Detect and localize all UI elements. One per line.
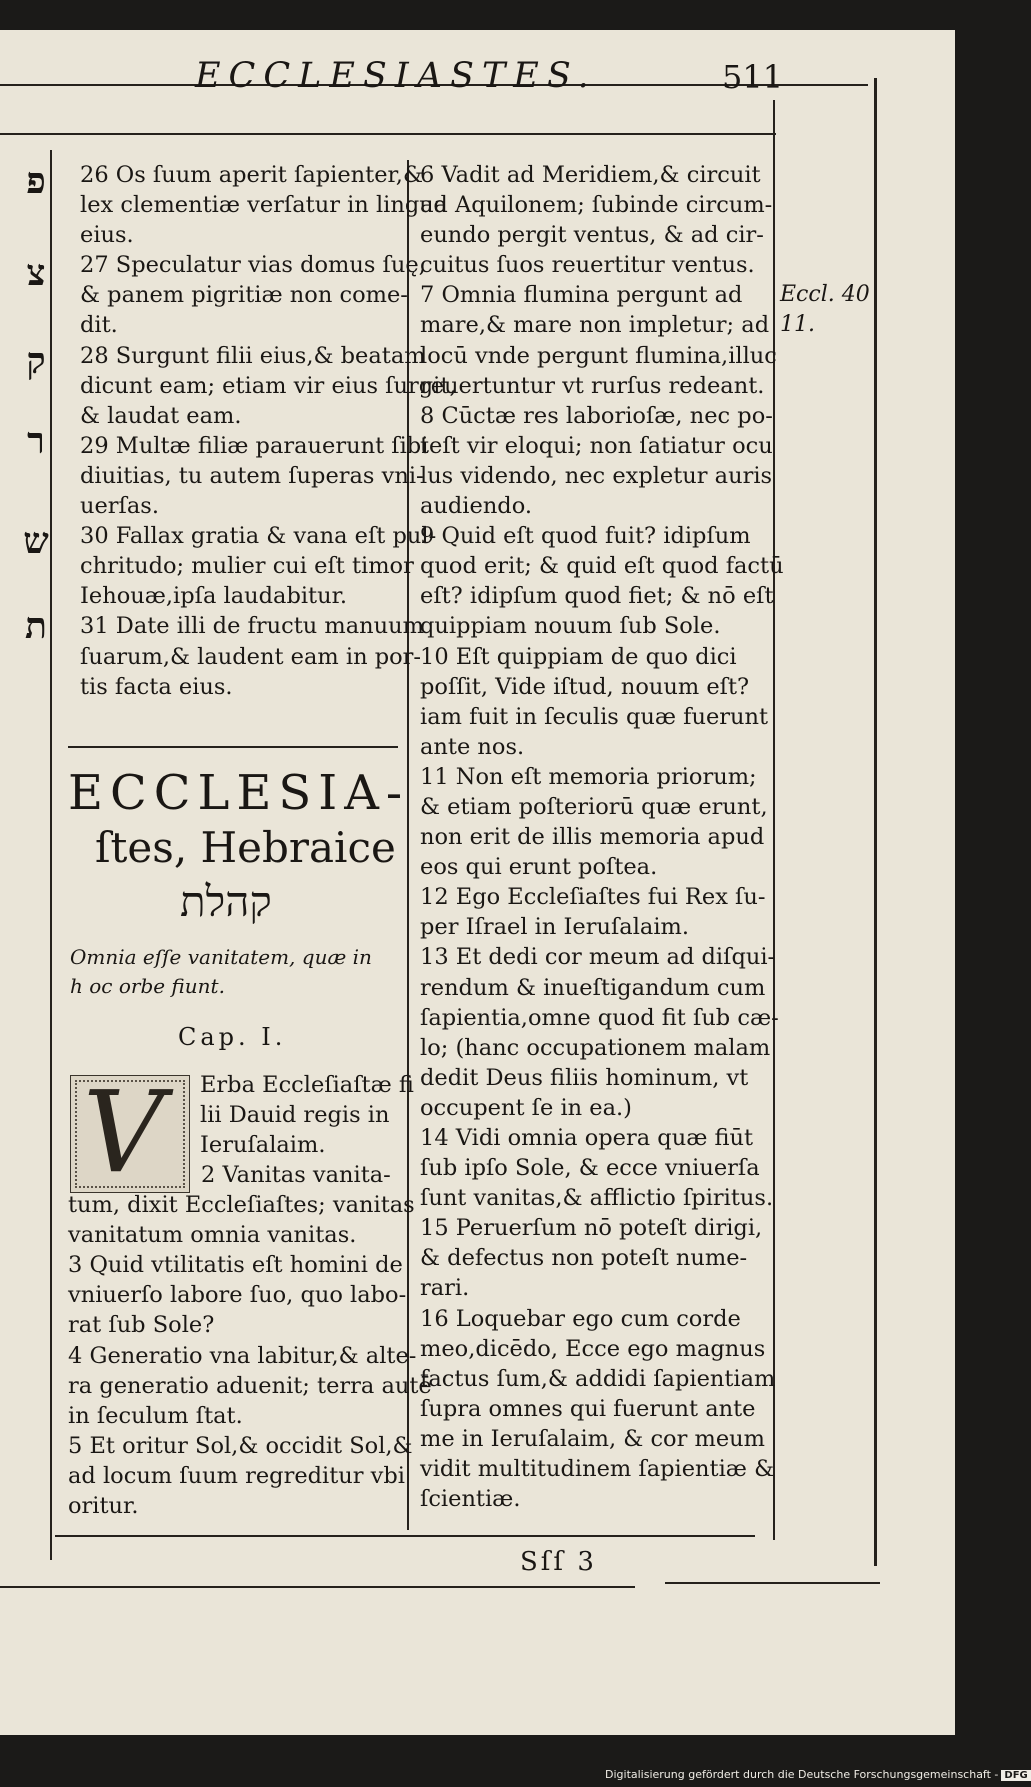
text-line: chritudo; mulier cui eſt timor xyxy=(80,553,414,580)
text-line: Erba Eccleſiaſtæ fi xyxy=(200,1072,414,1098)
text-line: Iehouæ,ipſa laudabitur. xyxy=(80,583,348,610)
text-line: Ieruſalaim. xyxy=(200,1132,326,1159)
text-line: eundo pergit ventus, & ad cir- xyxy=(420,222,764,249)
chapter-heading: Cap. I. xyxy=(178,1023,287,1051)
text-line: ſcientiæ. xyxy=(420,1486,521,1513)
text-line: dicunt eam; etiam vir eius ſurgit, xyxy=(80,372,457,399)
text-line: vidit multitudinem ſapientiæ & xyxy=(420,1456,775,1483)
text-line: teſt vir eloqui; non ſatiatur ocu xyxy=(420,432,773,459)
text-line: ante nos. xyxy=(420,733,525,760)
header-rule xyxy=(0,133,776,135)
text-line: in ſeculum ſtat. xyxy=(68,1402,243,1429)
hebrew-margin-letter: ק xyxy=(26,340,46,382)
text-line: lii Dauid regis in xyxy=(200,1102,390,1129)
text-line: ſupra omnes qui fuerunt ante xyxy=(420,1395,756,1422)
text-line: 31 Date illi de fructu manuum xyxy=(80,613,424,640)
text-line: & defectus non poteſt nume- xyxy=(420,1245,748,1272)
text-line: 11 Non eſt memoria priorum; xyxy=(420,763,757,790)
text-line: 2 Vanitas vanita- xyxy=(201,1162,391,1188)
text-line: uerſas. xyxy=(80,493,160,520)
right-column xyxy=(420,160,784,1514)
left-column-bottom xyxy=(68,1160,432,1521)
margin-note-verse: 11. xyxy=(780,312,815,337)
text-line: audiendo. xyxy=(420,493,533,520)
text-line: 15 Peruerſum nō poteſt dirigi, xyxy=(420,1215,763,1242)
right-border xyxy=(874,78,877,1566)
text-line: reuertuntur vt rurſus redeant. xyxy=(420,372,765,399)
text-line: 26 Os ſuum aperit ſapienter,& xyxy=(80,162,423,188)
drop-cap-text xyxy=(200,1070,414,1160)
running-title: ECCLESIASTES. xyxy=(195,56,597,96)
text-line: 3 Quid vtilitatis eſt homini de xyxy=(68,1252,403,1279)
page-number: 511 xyxy=(722,58,784,96)
text-line: 28 Surgunt filii eius,& beatam xyxy=(80,342,426,369)
text-line: lex clementiæ verſatur in lingua xyxy=(80,192,448,219)
text-line: 12 Ego Eccleſiaſtes fui Rex ſu- xyxy=(420,884,766,911)
text-line: ſuarum,& laudent eam in por- xyxy=(80,643,422,670)
text-line: ad Aquilonem; ſubinde circum- xyxy=(420,192,773,219)
text-line: vniuerſo labore ſuo, quo labo- xyxy=(68,1282,407,1309)
text-line: dedit Deus filiis hominum, vt xyxy=(420,1064,749,1091)
text-line: cuitus ſuos reuertitur ventus. xyxy=(420,252,755,279)
text-line: 6 Vadit ad Meridiem,& circuit xyxy=(420,162,761,188)
text-line: poſſit, Vide iſtud, nouum eſt? xyxy=(420,673,750,700)
bottom-rule-left xyxy=(0,1586,635,1588)
text-line: ad locum ſuum regreditur vbi xyxy=(68,1462,405,1489)
hebrew-book-title: קהלת xyxy=(180,877,272,926)
text-line: 29 Multæ filiæ parauerunt ſibi xyxy=(80,432,429,459)
text-line: 9 Quid eſt quod fuit? idipſum xyxy=(420,523,751,550)
title-rule xyxy=(68,746,398,748)
text-line: ſapientia,omne quod fit ſub cæ- xyxy=(420,1004,779,1031)
hebrew-margin-letter: ש xyxy=(23,520,49,562)
text-line: mare,& mare non impletur; ad xyxy=(420,312,770,339)
text-line: ra generatio aduenit; terra autē xyxy=(68,1372,432,1399)
text-line: rendum & inueſtigandum cum xyxy=(420,974,766,1001)
text-line: per Iſrael in Ieruſalaim. xyxy=(420,914,690,941)
text-line: tum, dixit Eccleſiaſtes; vanitas xyxy=(68,1192,415,1219)
hebrew-margin-letter: צ xyxy=(26,252,46,294)
text-line: quod erit; & quid eſt quod factū xyxy=(420,553,784,580)
text-line: 10 Eſt quippiam de quo dici xyxy=(420,643,737,670)
text-line: rari. xyxy=(420,1275,470,1302)
text-line: oritur. xyxy=(68,1493,139,1520)
book-title-line1: ECCLESIA- xyxy=(68,765,410,821)
text-line: lo; (hanc occupationem malam xyxy=(420,1034,771,1061)
text-line: eſt? idipſum quod fiet; & nō eſt xyxy=(420,583,774,610)
text-line: 14 Vidi omnia opera quæ fiūt xyxy=(420,1125,754,1151)
hebrew-margin-letter: ת xyxy=(25,605,47,647)
text-line: 8 Cūctæ res laborioſæ, nec po- xyxy=(420,402,773,429)
text-line: me in Ieruſalaim, & cor meum xyxy=(420,1425,765,1452)
text-line: 13 Et dedi cor meum ad diſqui- xyxy=(420,944,776,971)
text-line: iam fuit in ſeculis quæ fuerunt xyxy=(420,703,769,730)
text-line: 16 Loquebar ego cum corde xyxy=(420,1305,741,1332)
text-line: rat ſub Sole? xyxy=(68,1312,215,1339)
margin-note xyxy=(780,280,870,340)
hebrew-margin-letter: ר xyxy=(27,420,45,462)
text-line: ſub ipſo Sole, & ecce vniuerſa xyxy=(420,1155,760,1182)
text-line: vanitatum omnia vanitas. xyxy=(68,1222,357,1249)
text-line: & laudat eam. xyxy=(80,402,242,429)
footer-text: Digitalisierung gefördert durch die Deutsche Forschungsgemeinschaft - xyxy=(605,1768,999,1781)
left-column-top xyxy=(80,160,457,702)
text-line: meo,dicēdo, Ecce ego magnus xyxy=(420,1335,766,1362)
drop-cap-letter: V xyxy=(83,1068,164,1198)
text-line: 7 Omnia flumina pergunt ad xyxy=(420,282,743,309)
hebrew-margin-letter: פ xyxy=(26,160,46,202)
text-line: ſunt vanitas,& afflictio ſpiritus. xyxy=(420,1185,774,1212)
summary-line: Omnia eſſe vanitatem, quæ in xyxy=(70,945,372,969)
text-line: eos qui erunt poſtea. xyxy=(420,854,658,881)
bottom-rule-right xyxy=(665,1582,880,1584)
text-line: factus ſum,& addidi ſapientiam xyxy=(420,1365,776,1392)
bottom-inner-rule xyxy=(55,1535,755,1537)
text-line: & panem pigritiæ non come- xyxy=(80,282,408,309)
text-line: 30 Fallax gratia & vana eſt pul- xyxy=(80,523,437,550)
signature-mark: Sſſ 3 xyxy=(520,1547,597,1577)
text-line: eius. xyxy=(80,222,134,249)
text-line: 5 Et oritur Sol,& occidit Sol,& xyxy=(68,1432,413,1459)
text-line: occupent ſe in ea.) xyxy=(420,1094,632,1121)
text-line: 27 Speculatur vias domus ſuę, xyxy=(80,252,426,279)
book-title-line2: ſtes, Hebraice xyxy=(95,823,396,872)
text-line: diuitias, tu autem ſuperas vni- xyxy=(80,462,424,489)
text-line: non erit de illis memoria apud xyxy=(420,824,765,851)
chapter-summary xyxy=(70,943,372,1001)
text-line: lus videndo, nec expletur auris xyxy=(420,462,773,489)
text-line: dit. xyxy=(80,312,118,339)
text-line: tis facta eius. xyxy=(80,673,233,700)
summary-line: h oc orbe fiunt. xyxy=(70,974,225,998)
dfg-logo: DFG xyxy=(1001,1770,1030,1781)
text-line: 4 Generatio vna labitur,& alte- xyxy=(68,1342,417,1369)
digitization-footer xyxy=(605,1768,1031,1781)
text-line: quippiam nouum ſub Sole. xyxy=(420,613,721,640)
text-line: & etiam poſteriorū quæ erunt, xyxy=(420,793,768,820)
margin-note-ref: Eccl. 40 xyxy=(780,282,870,307)
text-line: locū vnde pergunt flumina,illuc xyxy=(420,342,777,369)
